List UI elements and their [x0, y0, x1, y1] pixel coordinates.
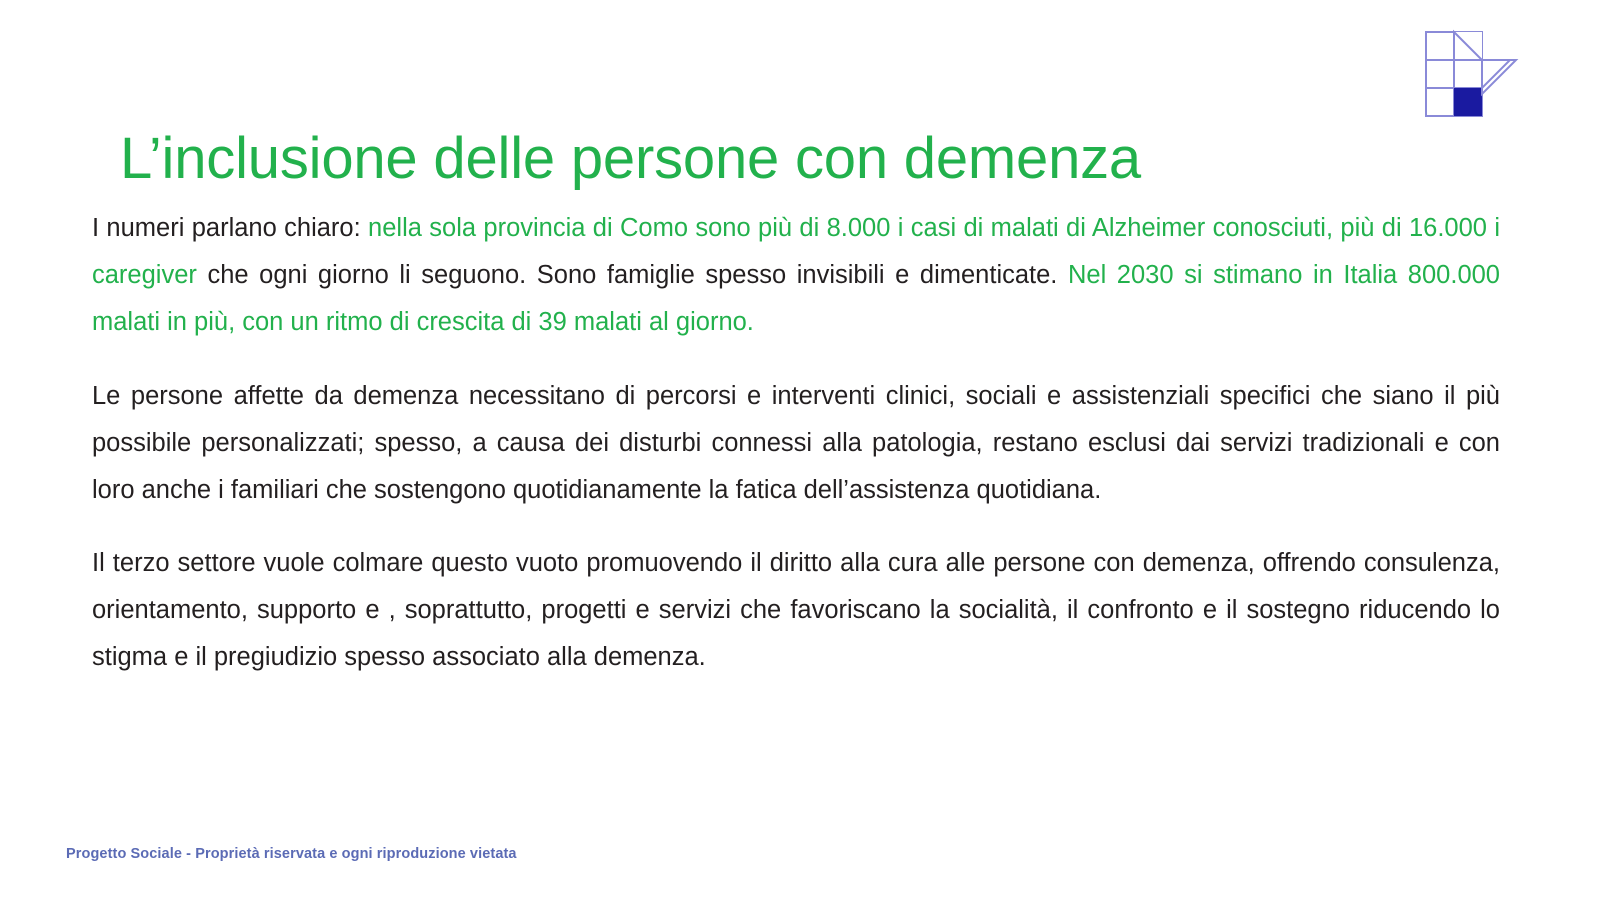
company-logo — [1420, 26, 1530, 131]
paragraph-3 — [92, 540, 1500, 682]
logo-icon — [1420, 26, 1530, 131]
page-title: L’inclusione delle persone con demenza — [120, 125, 1141, 191]
run-normal: Le persone affette da demenza necessitano di percorsi e interventi clinici, sociali e assistenziali specifici che siano il più possibile personalizzati; spesso, a causa dei disturbi connessi alla patologia, restano esclusi dai servizi tradizionali e con loro anche i familiari che sostengono quotidianamente la fatica dell’assistenza quotidiana. — [92, 381, 1500, 504]
paragraph-1 — [92, 205, 1500, 347]
run-normal: che ogni giorno li seguono. Sono famiglie spesso invisibili e dimenticate. — [196, 261, 1068, 290]
footer-copyright: Progetto Sociale - Proprietà riservata e ogni riproduzione vietata — [66, 846, 517, 862]
body-text-block — [92, 205, 1500, 682]
run-normal: I numeri parlano chiaro: — [92, 214, 369, 242]
run-normal: Il terzo settore vuole colmare questo vuoto promuovendo il diritto alla cura alle persone con demenza, offrendo consulenza, orientamento, supporto e , soprattutto, progetti e servizi che favoriscano la socialità, il confronto e il sostegno riducendo lo stigma e il pregiudizio spesso associato alla demenza. — [92, 549, 1500, 672]
run-highlight: Nel 2030 si stimano in Italia 800.000 malati in più, con un ritmo di crescita di 39 malati al giorno. — [92, 261, 1500, 337]
paragraph-2 — [92, 373, 1500, 515]
run-highlight: nella sola provincia di Como sono più di 8.000 i casi di malati di Alzheimer conosciuti, più di 16.000 i caregiver — [92, 214, 1500, 290]
